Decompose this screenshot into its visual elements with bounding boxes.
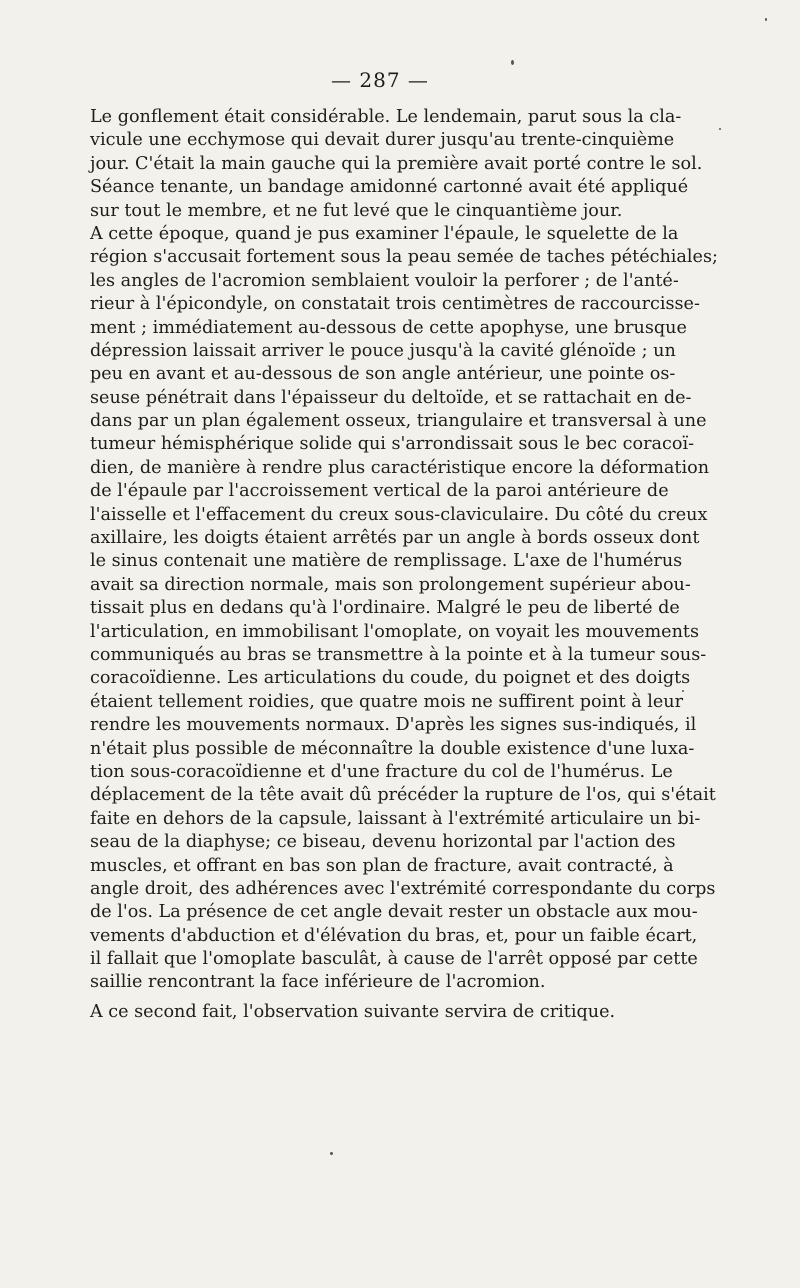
text-line: vicule une ecchymose qui devait durer jusqu'au trente-cinquième: [90, 130, 675, 151]
text-line: étaient tellement roidies, que quatre mois ne suffirent point à leur: [90, 691, 684, 712]
text-line: seuse pénétrait dans l'épaisseur du deltoïde, et se rattachait en de-: [90, 387, 692, 408]
text-line: muscles, et offrant en bas son plan de fracture, avait contracté, à: [90, 855, 674, 876]
text-line: rieur à l'épicondyle, on constatait trois centimètres de raccourcisse-: [90, 294, 700, 315]
text-line: de l'os. La présence de cet angle devait rester un obstacle aux mou-: [90, 902, 698, 923]
text-line: tissait plus en dedans qu'à l'ordinaire. Malgré le peu de liberté de: [90, 598, 680, 619]
text-line: peu en avant et au-dessous de son angle antérieur, une pointe os-: [90, 364, 676, 385]
text-line: Le gonflement était considérable. Le lendemain, parut sous la cla-: [90, 107, 682, 127]
text-line: tumeur hémisphérique solide qui s'arrondissait sous le bec coracoï-: [90, 434, 695, 455]
paragraph-1: [90, 106, 703, 223]
text-line: déplacement de la tête avait dû précéder la rupture de l'os, qui s'était: [90, 785, 716, 806]
body-text: [90, 106, 718, 1024]
text-line: dien, de manière à rendre plus caractéristique encore la déformation: [90, 457, 710, 478]
text-line: dans par un plan également osseux, triangulaire et transversal à une: [90, 411, 707, 432]
text-line: il fallait que l'omoplate basculât, à cause de l'arrêt opposé par cette: [90, 949, 698, 970]
text-line: angle droit, des adhérences avec l'extrémité correspondante du corps: [90, 878, 716, 899]
text-line: jour. C'était la main gauche qui la première avait porté contre le sol.: [90, 153, 703, 174]
text-line: A ce second fait, l'observation suivante servira de critique.: [90, 1001, 616, 1022]
text-line: saillie rencontrant la face inférieure de l'acromion.: [90, 972, 546, 993]
text-line: l'articulation, en immobilisant l'omoplate, on voyait les mouvements: [90, 621, 700, 642]
text-line: sur tout le membre, et ne fut levé que le cinquantième jour.: [90, 200, 623, 221]
text-line: l'aisselle et l'effacement du creux sous-claviculaire. Du côté du creux: [90, 504, 708, 525]
text-line: les angles de l'acromion semblaient vouloir la perforer ; de l'anté-: [90, 270, 679, 291]
print-speck: [330, 1152, 333, 1155]
print-speck: [719, 128, 721, 130]
text-line: A cette époque, quand je pus examiner l'épaule, le squelette de la: [90, 223, 679, 244]
print-speck: [682, 690, 684, 692]
page-number: — 287 —: [331, 68, 429, 92]
text-line: seau de la diaphyse; ce biseau, devenu horizontal par l'action des: [90, 832, 676, 853]
text-line: faite en dehors de la capsule, laissant à l'extrémité articulaire un bi-: [90, 808, 701, 829]
paragraph-3: [90, 1001, 668, 1024]
text-line: tion sous-coracoïdienne et d'une fracture du col de l'humérus. Le: [90, 761, 673, 782]
text-line: le sinus contenait une matière de remplissage. L'axe de l'humérus: [90, 551, 683, 572]
text-line: avait sa direction normale, mais son prolongement supérieur abou-: [90, 574, 691, 595]
text-line: axillaire, les doigts étaient arrêtés par un angle à bords osseux dont: [90, 528, 700, 549]
text-line: de l'épaule par l'accroissement vertical de la paroi antérieure de: [90, 481, 669, 502]
print-speck: [765, 18, 767, 21]
text-line: Séance tenante, un bandage amidonné cartonné avait été appliqué: [90, 177, 689, 198]
text-line: dépression laissait arriver le pouce jusqu'à la cavité glénoïde ; un: [90, 340, 676, 361]
text-line: vements d'abduction et d'élévation du bras, et, pour un faible écart,: [90, 925, 698, 946]
text-line: région s'accusait fortement sous la peau semée de taches pétéchiales;: [90, 247, 718, 268]
text-line: coracoïdienne. Les articulations du coude, du poignet et des doigts: [90, 668, 691, 689]
paragraph-2: [90, 223, 718, 995]
text-line: communiqués au bras se transmettre à la pointe et à la tumeur sous-: [90, 644, 707, 665]
text-line: n'était plus possible de méconnaître la double existence d'une luxa-: [90, 738, 695, 759]
print-speck: [511, 60, 514, 65]
text-line: rendre les mouvements normaux. D'après les signes sus-indiqués, il: [90, 715, 697, 736]
text-line: ment ; immédiatement au-dessous de cette apophyse, une brusque: [90, 317, 687, 338]
